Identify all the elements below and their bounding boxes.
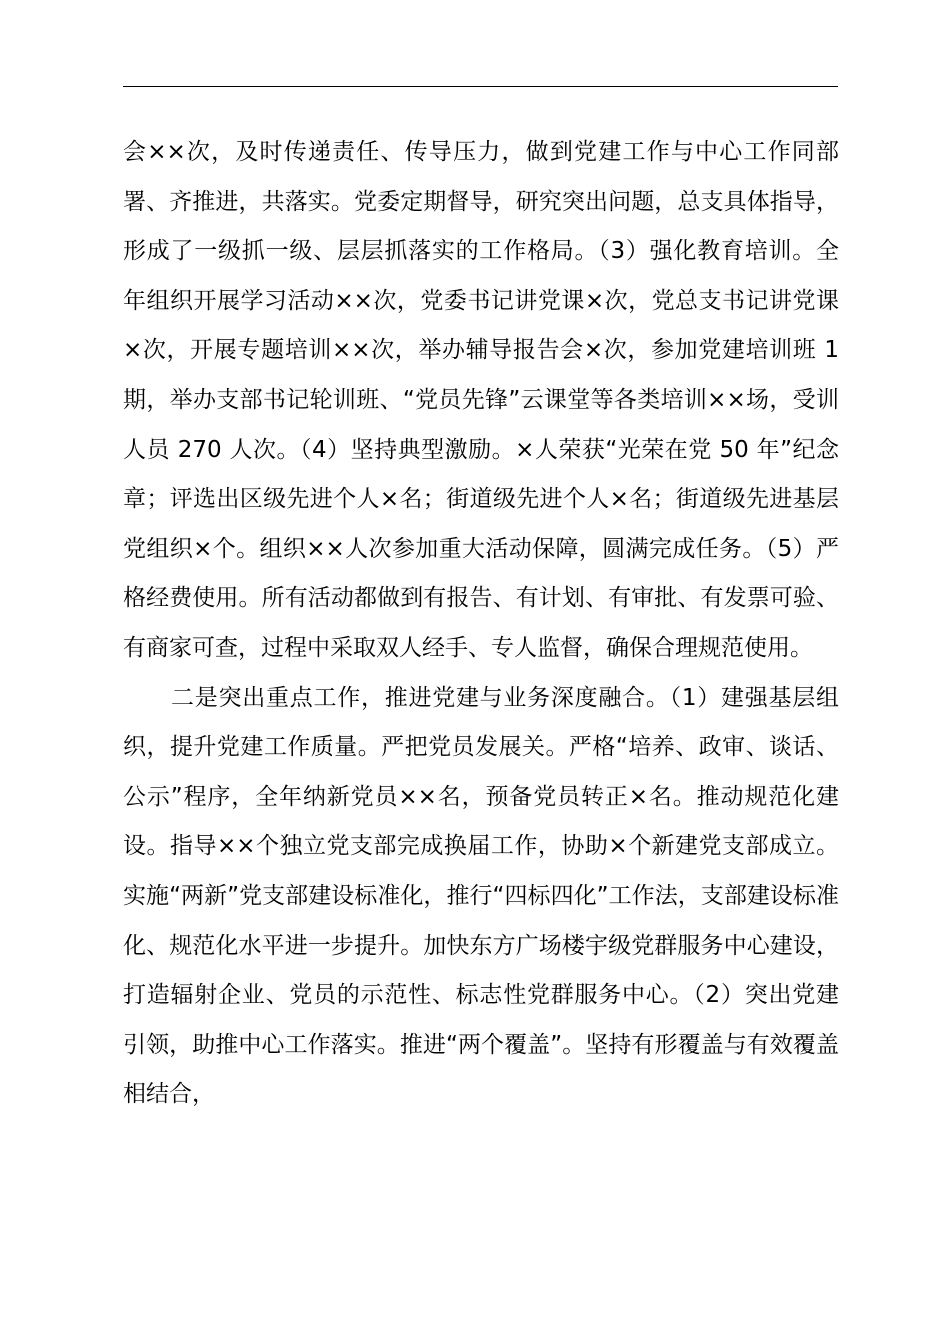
paragraph-continued: 会××次，及时传递责任、传导压力，做到党建工作与中心工作同部署、齐推进，共落实。党委定期督导，研究突出问题，总支具体指导，形成了一级抓一级、层层抓落实的工作格局。（3）强化教育培训。全年组织开展学习活动××次，党委书记讲党课×次，党总支书记讲党课×次，开展专题培训××次，举办辅导报告会×次，参加党建培训班 1 期，举办支部书记轮训班、“党员先锋”云课堂等各类培训××场，受训人员 270 人次。（4）坚持典型激励。×人荣获“光荣在党 50 年”纪念章；评选出区级先进个人×名；街道级先进个人×名；街道级先进基层党组织×个。组织××人次参加重大活动保障，圆满完成任务。（5）严格经费使用。所有活动都做到有报告、有计划、有审批、有发票可验、有商家可查，过程中采取双人经手、专人监督，确保合理规范使用。 [123, 139, 839, 661]
paragraph-second-point: 二是突出重点工作，推进党建与业务深度融合。（1）建强基层组织，提升党建工作质量。严把党员发展关。严格“培养、政审、谈话、公示”程序，全年纳新党员××名，预备党员转正×名。推动规范化建设。指导××个独立党支部完成换届工作，协助×个新建党支部成立。实施“两新”党支部建设标准化，推行“四标四化”工作法，支部建设标准化、规范化水平进一步提升。加快东方广场楼宇级党群服务中心建设，打造辐射企业、党员的示范性、标志性党群服务中心。（2）突出党建引领，助推中心工作落实。推进“两个覆盖”。坚持有形覆盖与有效覆盖相结合， [123, 684, 839, 1108]
header-rule [123, 86, 838, 87]
document-body [123, 128, 839, 1120]
